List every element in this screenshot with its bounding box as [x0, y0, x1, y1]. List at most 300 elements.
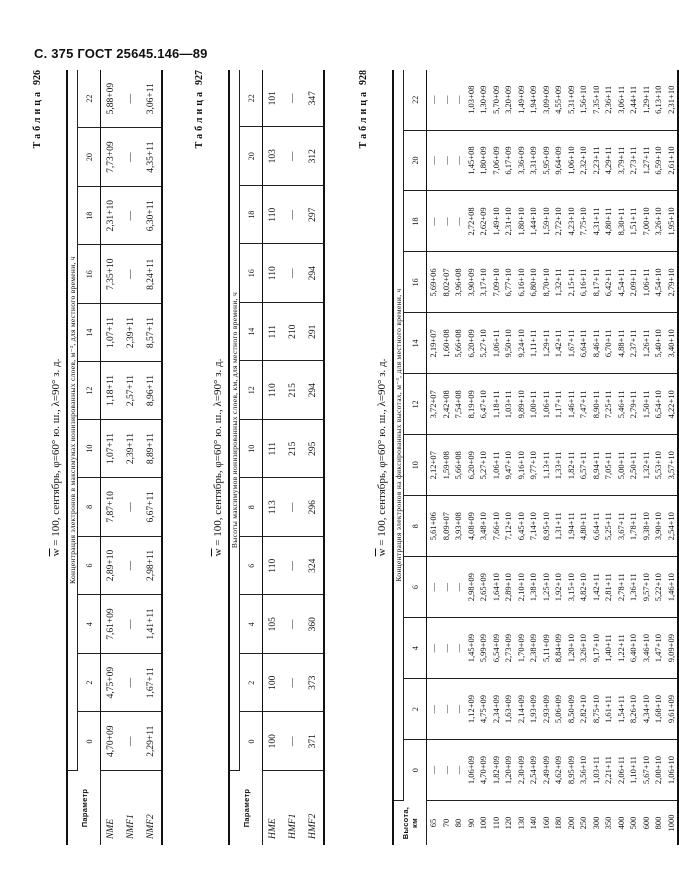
table-cell-value: 1,56+10: [577, 70, 590, 130]
table-cell-value: 101: [263, 70, 284, 127]
column-header-hour: 20: [78, 128, 101, 187]
table-cell-value: 2,72+08: [465, 191, 478, 252]
table-cell-value: 4,70+09: [101, 712, 122, 771]
table-cell-value: 9,64+09: [552, 130, 565, 191]
table-row: [502, 70, 515, 845]
table-cell-value: 9,38+10: [640, 496, 653, 557]
table-cell-value: 5,27+10: [477, 435, 490, 496]
table-row: [527, 70, 540, 845]
table-cell-value: 5,61+06: [427, 496, 440, 557]
table-cell-value: 1,26+11: [640, 313, 653, 374]
table-cell-value: 8,95+09: [565, 740, 578, 801]
table-cell-value: 9,47+10: [502, 435, 515, 496]
row-height-km: 65: [428, 818, 439, 828]
table-cell-value: 2,50+11: [627, 435, 640, 496]
table-label-word: Таблица: [194, 89, 205, 149]
table-row: [615, 70, 628, 845]
table-cell-value: 100: [263, 712, 284, 771]
table-cell-value: 5,46+11: [615, 374, 628, 435]
row-height-km: 70: [440, 818, 451, 828]
table-cell-value: 7,35+10: [590, 70, 603, 130]
column-header-hour: 2: [404, 679, 427, 740]
table-cell-value: 4,23+10: [565, 191, 578, 252]
column-header-hour: 20: [240, 127, 263, 186]
table-cell-value: —: [427, 740, 440, 801]
table-926: [66, 70, 163, 845]
table-cell-value: 2,23+11: [590, 130, 603, 191]
table-cell-value: 3,46+10: [640, 618, 653, 679]
table-row: [477, 70, 490, 845]
table-cell-value: —: [427, 557, 440, 618]
table-cell-value: 1,25+10: [540, 557, 553, 618]
table-cell-value: 9,50+10: [502, 313, 515, 374]
table-cell-value: 6,42+11: [602, 252, 615, 313]
row-height-km: 200: [565, 816, 576, 830]
table-row: [540, 70, 553, 845]
table-cell-value: 1,54+11: [615, 679, 628, 740]
table-cell-value: 6,20+09: [465, 313, 478, 374]
row-height-km: 80: [453, 818, 464, 828]
table-cell-value: 7,09+10: [490, 252, 503, 313]
table-cell-value: 8,30+11: [615, 191, 628, 252]
table-cell-value: 5,66+08: [452, 313, 465, 374]
table-cell-value: 6,16+10: [515, 252, 528, 313]
table-cell-value: 1,80+09: [477, 130, 490, 191]
table-cell-value: 7,06+09: [490, 130, 503, 191]
table-cell-value: 210: [283, 303, 303, 362]
table-cell-value: 1,41+11: [141, 595, 162, 654]
table-cell-value: 1,20+10: [565, 618, 578, 679]
table-cell-value: 3,93+08: [452, 496, 465, 557]
table-cell-value: 2,36+11: [602, 70, 615, 130]
table-cell-value: 4,22+10: [665, 374, 679, 435]
table-928: [392, 70, 679, 845]
column-header-hour: 8: [404, 496, 427, 557]
table-cell-value: 312: [303, 127, 324, 186]
table-cell-value: 1,17+11: [552, 374, 565, 435]
table-cell-value: 2,62+09: [477, 191, 490, 252]
table-cell-value: 1,50+11: [640, 374, 653, 435]
table-cell-value: 7,35+10: [101, 245, 122, 304]
table-cell-value: 6,20+09: [465, 435, 478, 496]
table-cell-value: 2,49+09: [540, 740, 553, 801]
table-cell-value: 1,94+09: [527, 70, 540, 130]
table-number: 927: [194, 70, 205, 85]
caption-text: = 100, сентябрь, φ=60° ю. ш., λ=90° з. д.: [50, 358, 62, 549]
row-height-km: 120: [503, 816, 514, 830]
table-cell-value: 3,31+09: [527, 130, 540, 191]
table-cell-value: 371: [303, 712, 324, 771]
table-cell-value: 4,54+10: [652, 252, 665, 313]
table-cell-value: 8,24+11: [141, 245, 162, 304]
table-cell-value: 4,55+09: [552, 70, 565, 130]
table-cell-value: 6,67+11: [141, 478, 162, 537]
table-cell-value: 1,06+11: [490, 435, 503, 496]
table-cell-value: —: [427, 679, 440, 740]
table-row: [263, 70, 284, 845]
table-cell-value: —: [283, 537, 303, 596]
table-cell-value: 5,69+06: [427, 252, 440, 313]
column-header-hour: 6: [240, 537, 263, 596]
table-row: [283, 70, 303, 845]
table-927: [228, 70, 325, 845]
table-cell-value: 6,13+10: [652, 70, 665, 130]
table-cell-value: 5,66+08: [452, 435, 465, 496]
table-cell-value: 1,07+11: [101, 304, 122, 362]
table-cell-value: 1,38+10: [527, 557, 540, 618]
column-header-hour: 0: [404, 740, 427, 801]
table-cell-value: —: [121, 70, 141, 128]
row-height-km: 250: [578, 816, 589, 830]
table-cell-value: 3,26+10: [652, 191, 665, 252]
row-height-km: 400: [615, 816, 626, 830]
column-header-hour: 10: [78, 420, 101, 478]
row-height-km: 110: [490, 816, 501, 830]
table-cell-value: —: [121, 536, 141, 595]
table-cell-value: 1,03+11: [502, 374, 515, 435]
height-header: Высота, км: [393, 801, 427, 846]
table-cell-value: —: [440, 618, 453, 679]
table-cell-value: 7,73+09: [101, 128, 122, 187]
table-row: [303, 70, 324, 845]
caption-w: $\overline{w}$: [50, 548, 62, 557]
table-cell-value: 8,70+10: [540, 252, 553, 313]
table-927-label: [194, 70, 205, 148]
table-cell-value: 1,59+08: [440, 435, 453, 496]
table-cell-value: 5,53+10: [652, 435, 665, 496]
row-height-km: 100: [478, 816, 489, 830]
group-header: Концентрация электронов на фиксированных высотах, м⁻³, для местного времени, ч: [393, 70, 404, 801]
table-cell-value: 5,70+09: [490, 70, 503, 130]
table-cell-value: —: [283, 595, 303, 654]
table-number: 926: [32, 70, 43, 85]
table-cell-value: 7,12+10: [502, 496, 515, 557]
table-label-word: Таблица: [358, 89, 369, 149]
table-cell-value: 8,95+10: [540, 496, 553, 557]
table-cell-value: 6,47+10: [477, 374, 490, 435]
table-cell-value: 1,03+11: [590, 740, 603, 801]
table-cell-value: 1,11+11: [527, 313, 540, 374]
param-header: Параметр: [229, 771, 263, 846]
table-cell-value: 3,79+11: [615, 130, 628, 191]
table-cell-value: 6,54+10: [652, 374, 665, 435]
table-cell-value: 347: [303, 70, 324, 127]
table-cell-value: 6,64+11: [590, 496, 603, 557]
table-cell-value: 1,47+10: [652, 618, 665, 679]
row-param-name: HMF2: [308, 813, 318, 839]
table-cell-value: 1,06+11: [540, 374, 553, 435]
row-param-name: NMF2: [146, 814, 156, 839]
row-height-km: 180: [553, 816, 564, 830]
table-cell-value: 2,89+10: [502, 557, 515, 618]
table-cell-value: 5,06+09: [552, 679, 565, 740]
table-cell-value: 3,67+11: [615, 496, 628, 557]
table-cell-value: 1,06+09: [465, 740, 478, 801]
column-header-hour: 12: [78, 362, 101, 420]
table-cell-value: —: [452, 191, 465, 252]
row-height-km: 350: [603, 816, 614, 830]
table-cell-value: 2,57+11: [121, 362, 141, 420]
param-header: Параметр: [67, 771, 101, 846]
table-cell-value: 1,95+10: [665, 191, 679, 252]
table-cell-value: 4,34+10: [640, 679, 653, 740]
table-cell-value: 6,17+09: [502, 130, 515, 191]
table-cell-value: 6,54+09: [490, 618, 503, 679]
table-cell-value: 1,60+08: [440, 313, 453, 374]
table-cell-value: —: [121, 245, 141, 304]
table-cell-value: 4,82+10: [577, 557, 590, 618]
table-cell-value: 7,61+09: [101, 595, 122, 654]
table-cell-value: 1,59+10: [540, 191, 553, 252]
table-row: [515, 70, 528, 845]
table-cell-value: 2,00+10: [652, 740, 665, 801]
table-cell-value: 2,32+10: [577, 130, 590, 191]
row-height-km: 160: [540, 816, 551, 830]
table-cell-value: 3,26+10: [577, 618, 590, 679]
table-cell-value: 2,12+07: [427, 435, 440, 496]
table-cell-value: 1,36+11: [627, 557, 640, 618]
table-cell-value: 2,79+10: [665, 252, 679, 313]
table-cell-value: 3,06+11: [615, 70, 628, 130]
row-height-km: 800: [653, 816, 664, 830]
table-row: [101, 70, 122, 845]
table-cell-value: 9,16+10: [515, 435, 528, 496]
table-cell-value: 294: [303, 244, 324, 303]
table-cell-value: 1,70+09: [515, 618, 528, 679]
table-cell-value: 4,75+09: [101, 653, 122, 712]
table-cell-value: 2,73+09: [502, 618, 515, 679]
table-cell-value: 2,29+11: [141, 712, 162, 771]
table-cell-value: 1,18+11: [490, 374, 503, 435]
table-927-caption: [212, 70, 224, 845]
table-row: [465, 70, 478, 845]
table-cell-value: 4,80+11: [577, 496, 590, 557]
column-header-hour: 8: [78, 478, 101, 537]
table-cell-value: 360: [303, 595, 324, 654]
table-928-caption: [376, 70, 388, 845]
table-cell-value: 1,06+11: [640, 252, 653, 313]
table-cell-value: 5,27+10: [477, 313, 490, 374]
table-row: [665, 70, 679, 845]
table-cell-value: 1,82+09: [490, 740, 503, 801]
table-cell-value: 4,31+11: [590, 191, 603, 252]
table-row: [141, 70, 162, 845]
table-cell-value: 2,98+11: [141, 536, 162, 595]
table-cell-value: —: [452, 740, 465, 801]
table-cell-value: 1,46+10: [665, 557, 679, 618]
table-cell-value: 1,51+11: [627, 191, 640, 252]
table-cell-value: 5,31+09: [565, 70, 578, 130]
table-cell-value: 8,50+09: [565, 679, 578, 740]
table-cell-value: 5,11+09: [540, 618, 553, 679]
column-header-hour: 18: [78, 186, 101, 245]
table-cell-value: 5,22+10: [652, 557, 665, 618]
table-cell-value: 4,35+11: [141, 128, 162, 187]
table-cell-value: 1,18+11: [101, 362, 122, 420]
column-header-hour: 22: [78, 70, 101, 128]
table-cell-value: 3,56+10: [577, 740, 590, 801]
table-cell-value: 9,24+10: [515, 313, 528, 374]
table-cell-value: 1,68+10: [652, 679, 665, 740]
table-cell-value: 105: [263, 595, 284, 654]
column-header-hour: 10: [240, 420, 263, 479]
table-cell-value: 1,27+11: [640, 130, 653, 191]
table-cell-value: 1,94+11: [565, 496, 578, 557]
table-cell-value: 8,57+11: [141, 304, 162, 362]
caption-text: = 100, сентябрь, φ=60° ю. ш., λ=90° з. д.: [376, 358, 388, 549]
table-row: [490, 70, 503, 845]
row-param-name: HMF1: [288, 813, 298, 839]
table-cell-value: 1,32+11: [552, 252, 565, 313]
table-926-caption: [50, 70, 62, 845]
table-cell-value: 110: [263, 244, 284, 303]
table-cell-value: 4,75+09: [477, 679, 490, 740]
column-header-hour: 8: [240, 478, 263, 537]
table-cell-value: 8,46+11: [590, 313, 603, 374]
table-cell-value: 1,30+09: [477, 70, 490, 130]
table-cell-value: 2,79+11: [627, 374, 640, 435]
group-header: Концентрация электронов в максимумах ионизированных слоев, м⁻³, для местного времени, ч: [67, 70, 78, 771]
column-header-hour: 18: [240, 186, 263, 245]
table-cell-value: 3,96+08: [452, 252, 465, 313]
column-header-hour: 4: [78, 595, 101, 654]
table-cell-value: 6,64+11: [577, 313, 590, 374]
table-cell-value: 6,80+10: [527, 252, 540, 313]
table-cell-value: 2,89+10: [101, 536, 122, 595]
table-cell-value: 215: [283, 361, 303, 420]
table-cell-value: 1,31+11: [552, 496, 565, 557]
row-param-name: NMF1: [126, 814, 136, 839]
table-cell-value: —: [121, 595, 141, 654]
table-row: [577, 70, 590, 845]
table-cell-value: —: [452, 679, 465, 740]
table-cell-value: —: [427, 70, 440, 130]
table-cell-value: 296: [303, 478, 324, 537]
table-cell-value: 1,07+11: [101, 420, 122, 478]
table-cell-value: 3,15+10: [565, 557, 578, 618]
table-cell-value: 2,38+09: [527, 618, 540, 679]
table-cell-value: 4,08+09: [465, 496, 478, 557]
table-cell-value: 3,17+10: [477, 252, 490, 313]
column-header-hour: 0: [78, 712, 101, 771]
table-cell-value: 2,21+11: [602, 740, 615, 801]
table-cell-value: 1,06+10: [665, 740, 679, 801]
table-cell-value: 110: [263, 537, 284, 596]
table-cell-value: 6,70+11: [602, 313, 615, 374]
table-cell-value: 6,30+11: [141, 186, 162, 245]
table-cell-value: 2,10+10: [515, 557, 528, 618]
table-cell-value: 6,59+10: [652, 130, 665, 191]
table-cell-value: 7,54+08: [452, 374, 465, 435]
table-cell-value: 1,49+09: [515, 70, 528, 130]
table-cell-value: —: [427, 618, 440, 679]
table-cell-value: 1,64+10: [490, 557, 503, 618]
table-926-label: [32, 70, 43, 148]
table-row: [565, 70, 578, 845]
table-cell-value: 1,44+10: [527, 191, 540, 252]
table-cell-value: —: [283, 186, 303, 245]
column-header-hour: 4: [404, 618, 427, 679]
table-cell-value: 2,14+09: [515, 679, 528, 740]
table-row: [627, 70, 640, 845]
table-cell-value: 2,31+10: [101, 186, 122, 245]
table-cell-value: 9,17+10: [590, 618, 603, 679]
table-cell-value: 2,54+09: [527, 740, 540, 801]
table-cell-value: 3,90+09: [465, 252, 478, 313]
table-cell-value: 9,89+10: [515, 374, 528, 435]
table-cell-value: 7,47+11: [577, 374, 590, 435]
table-cell-value: 2,78+11: [615, 557, 628, 618]
table-cell-value: 2,30+09: [515, 740, 528, 801]
table-cell-value: 1,82+11: [565, 435, 578, 496]
table-cell-value: 8,19+09: [465, 374, 478, 435]
table-cell-value: 2,34+09: [490, 679, 503, 740]
table-cell-value: 4,62+09: [552, 740, 565, 801]
table-cell-value: —: [121, 186, 141, 245]
table-cell-value: —: [283, 478, 303, 537]
table-cell-value: —: [452, 557, 465, 618]
table-cell-value: 6,40+10: [627, 618, 640, 679]
column-header-hour: 14: [78, 304, 101, 362]
table-cell-value: 2,15+11: [565, 252, 578, 313]
table-row: [590, 70, 603, 845]
table-cell-value: —: [427, 191, 440, 252]
table-row: [552, 70, 565, 845]
table-cell-value: —: [452, 618, 465, 679]
table-cell-value: 6,57+11: [577, 435, 590, 496]
table-row: [652, 70, 665, 845]
table-cell-value: 1,10+11: [627, 740, 640, 801]
column-header-hour: 2: [240, 654, 263, 713]
column-header-hour: 14: [404, 313, 427, 374]
table-cell-value: 1,06+11: [490, 313, 503, 374]
table-cell-value: 6,77+10: [502, 252, 515, 313]
table-cell-value: 291: [303, 303, 324, 362]
table-cell-value: 1,80+10: [515, 191, 528, 252]
table-cell-value: 295: [303, 420, 324, 479]
table-cell-value: 215: [283, 420, 303, 479]
table-cell-value: 3,48+10: [477, 496, 490, 557]
table-cell-value: 1,12+09: [465, 679, 478, 740]
table-cell-value: 2,73+11: [627, 130, 640, 191]
table-928-label: [358, 70, 369, 148]
table-cell-value: 2,31+10: [665, 70, 679, 130]
table-cell-value: 1,42+11: [552, 313, 565, 374]
table-cell-value: 3,20+09: [502, 70, 515, 130]
table-cell-value: —: [440, 557, 453, 618]
table-cell-value: 2,06+11: [615, 740, 628, 801]
table-cell-value: 7,66+10: [490, 496, 503, 557]
table-cell-value: 3,72+07: [427, 374, 440, 435]
table-row: [640, 70, 653, 845]
table-cell-value: 3,06+11: [141, 70, 162, 128]
table-cell-value: 1,49+10: [490, 191, 503, 252]
table-cell-value: 7,75+10: [577, 191, 590, 252]
column-header-hour: 6: [404, 557, 427, 618]
column-header-hour: 10: [404, 435, 427, 496]
table-cell-value: 8,94+11: [590, 435, 603, 496]
table-cell-value: 1,45+09: [465, 618, 478, 679]
table-cell-value: 6,16+11: [577, 252, 590, 313]
table-cell-value: —: [283, 654, 303, 713]
table-cell-value: 2,44+11: [627, 70, 640, 130]
table-cell-value: 9,57+10: [640, 557, 653, 618]
table-cell-value: 5,99+09: [477, 618, 490, 679]
table-cell-value: 294: [303, 361, 324, 420]
table-cell-value: 2,81+11: [602, 557, 615, 618]
table-cell-value: 1,03+08: [465, 70, 478, 130]
table-cell-value: —: [452, 130, 465, 191]
